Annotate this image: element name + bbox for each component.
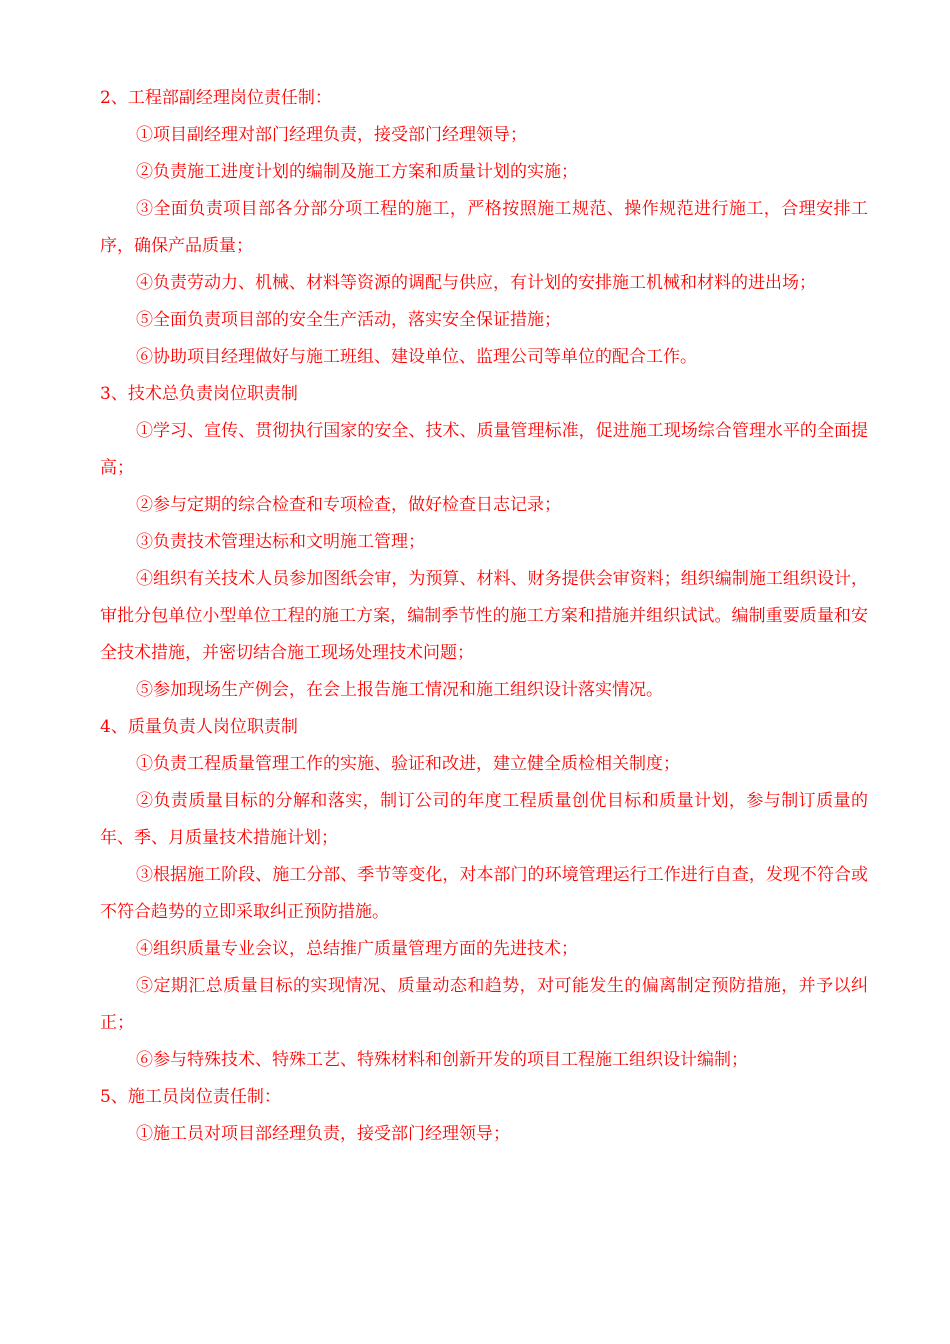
paragraph-4-4: ④组织质量专业会议，总结推广质量管理方面的先进技术； (136, 939, 578, 959)
paragraph-2-6: ⑥协助项目经理做好与施工班组、建设单位、监理公司等单位的配合工作。 (136, 347, 697, 367)
section-heading-2: 2、工程部副经理岗位责任制： (100, 88, 332, 108)
paragraph-3-4: ④组织有关技术人员参加图纸会审，为预算、材料、财务提供会审资料；组织编制施工组织设计，审批分包单位小型单位工程的施工方案，编制季节性的施工方案和措施并组织试试。编制重要质量和安全技术措施，并密切结合施工现场处理技术问题； (100, 569, 868, 663)
paragraph-2-3: ③全面负责项目部各分部分项工程的施工，严格按照施工规范、操作规范进行施工，合理安排工序，确保产品质量； (100, 199, 868, 256)
paragraph-4-2: ②负责质量目标的分解和落实，制订公司的年度工程质量创优目标和质量计划，参与制订质量的年、季、月质量技术措施计划； (100, 791, 868, 848)
paragraph-4-6: ⑥参与特殊技术、特殊工艺、特殊材料和创新开发的项目工程施工组织设计编制； (136, 1050, 748, 1070)
document-body (100, 80, 868, 1153)
paragraph-3-5: ⑤参加现场生产例会，在会上报告施工情况和施工组织设计落实情况。 (136, 680, 663, 700)
section-heading-3: 3、技术总负责岗位职责制 (100, 384, 298, 404)
section-heading-4: 4、质量负责人岗位职责制 (100, 717, 298, 737)
paragraph-2-4: ④负责劳动力、机械、材料等资源的调配与供应，有计划的安排施工机械和材料的进出场； (136, 273, 816, 293)
paragraph-3-3: ③负责技术管理达标和文明施工管理； (136, 532, 425, 552)
section-heading-5: 5、施工员岗位责任制： (100, 1087, 281, 1107)
paragraph-3-1: ①学习、宣传、贯彻执行国家的安全、技术、质量管理标准，促进施工现场综合管理水平的全面提高； (100, 421, 868, 478)
paragraph-4-3: ③根据施工阶段、施工分部、季节等变化，对本部门的环境管理运行工作进行自查，发现不符合或不符合趋势的立即采取纠正预防措施。 (100, 865, 868, 922)
paragraph-4-1: ①负责工程质量管理工作的实施、验证和改进，建立健全质检相关制度； (136, 754, 680, 774)
paragraph-4-5: ⑤定期汇总质量目标的实现情况、质量动态和趋势，对可能发生的偏离制定预防措施，并予以纠正； (100, 976, 868, 1033)
paragraph-2-5: ⑤全面负责项目部的安全生产活动，落实安全保证措施； (136, 310, 561, 330)
paragraph-2-2: ②负责施工进度计划的编制及施工方案和质量计划的实施； (136, 162, 578, 182)
paragraph-5-1: ①施工员对项目部经理负责，接受部门经理领导； (136, 1124, 510, 1144)
paragraph-2-1: ①项目副经理对部门经理负责，接受部门经理领导； (136, 125, 527, 145)
paragraph-3-2: ②参与定期的综合检查和专项检查，做好检查日志记录； (136, 495, 561, 515)
